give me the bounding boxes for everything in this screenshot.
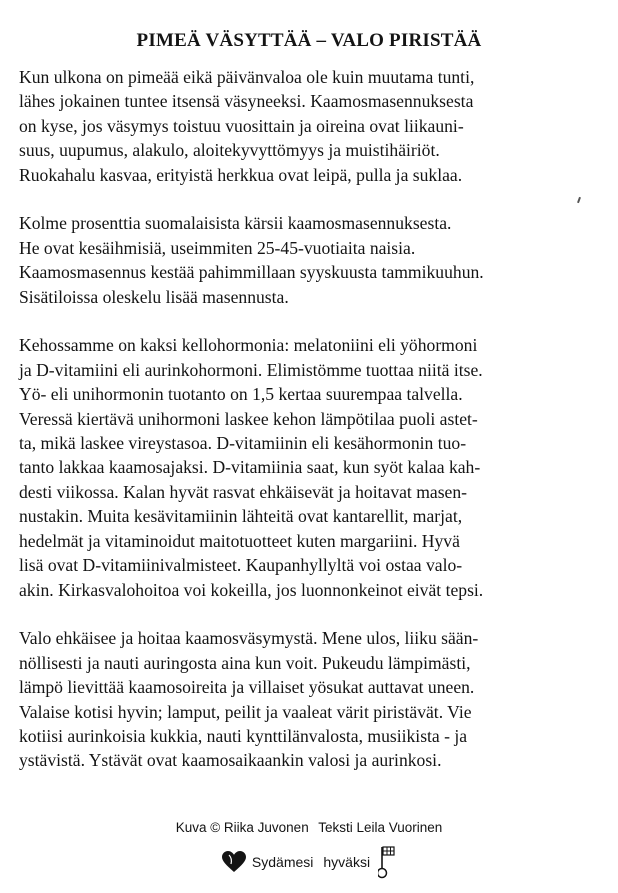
- text-line: akin. Kirkasvalohoitoa voi kokeilla, jos luonnonkeinot eivät tepsi.: [19, 579, 484, 600]
- text-line: He ovat kesäihmisiä, useimmiten 25-45-vuotiaita naisia.: [19, 237, 416, 258]
- brand-word-1: Sydämesi: [251, 854, 314, 870]
- text-line: suus, uupumus, alakulo, aloitekyvyttömyys ja muistihäiriöt.: [19, 140, 440, 161]
- text-line: nustakin. Muita kesävitamiinin lähteitä ovat kantarellit, marjat,: [19, 506, 463, 527]
- text-line: Valaise kotisi hyvin; lamput, peilit ja vaaleat värit piristävät. Vie: [19, 701, 472, 722]
- paragraph: [19, 333, 614, 601]
- paragraph: [19, 211, 614, 309]
- text-line: Sisätiloissa oleskelu lisää masennusta.: [19, 286, 289, 307]
- article-body: [19, 65, 614, 797]
- credits-line: [0, 820, 618, 835]
- text-line: Yö- eli unihormonin tuotanto on 1,5 kertaa suurempaa talvella.: [19, 384, 463, 405]
- text-line: Kaamosmasennus kestää pahimmillaan syyskuusta tammikuuhun.: [19, 262, 484, 283]
- text-line: Veressä kiertävä unihormoni laskee kehon lämpötilaa puoli astet-: [19, 408, 478, 429]
- text-line: lähes jokainen tuntee itsensä väsyneeksi. Kaamosmasennuksesta: [19, 91, 474, 112]
- text-line: ta, mikä laskee vireystasoa. D-vitamiinin eli kesähormonin tuo-: [19, 433, 467, 454]
- text-line: ja D-vitamiini eli aurinkohormoni. Elimistömme tuottaa niitä itse.: [19, 359, 483, 380]
- text-line: Kun ulkona on pimeää eikä päivänvaloa ole kuin muutama tunti,: [19, 67, 475, 87]
- photo-credit: Kuva © Riika Juvonen: [175, 820, 309, 835]
- paragraph: [19, 626, 614, 772]
- heart-icon: [222, 851, 246, 873]
- paragraph: [19, 65, 614, 187]
- text-line: Kehossamme on kaksi kellohormonia: melatoniini eli yöhormoni: [19, 335, 478, 356]
- text-line: hedelmät ja vitaminoidut maitotuotteet kuten margariini. Hyvä: [19, 530, 460, 551]
- text-line: Valo ehkäisee ja hoitaa kaamosväsymystä. Mene ulos, liiku sään-: [19, 628, 479, 649]
- text-line: tanto lakkaa kaamosajaksi. D-vitamiinia saat, kun syöt kalaa kah-: [19, 457, 481, 478]
- brand-logo: [0, 845, 618, 879]
- text-line: ystävistä. Ystävät ovat kaamosaikaankin valosi ja aurinkosi.: [19, 750, 442, 771]
- text-line: lämpö lievittää kaamosoireita ja villaiset yösukat auttavat uneen.: [19, 677, 475, 698]
- text-line: nöllisesti ja nauti auringosta aina kun voit. Pukeudu lämpimästi,: [19, 652, 471, 673]
- text-line: kotiisi aurinkoisia kukkia, nauti kynttilänvalosta, musiikista - ja: [19, 725, 468, 746]
- text-line: on kyse, jos väsymys toistuu vuosittain ja oireina ovat liikauni-: [19, 115, 464, 136]
- text-line: Ruokahalu kasvaa, erityistä herkkua ovat leipä, pulla ja suklaa.: [19, 164, 463, 185]
- key-flag-icon: [378, 845, 396, 879]
- text-line: desti viikossa. Kalan hyvät rasvat ehkäisevät ja hoitavat masen-: [19, 481, 468, 502]
- text-credit: Teksti Leila Vuorinen: [318, 820, 443, 835]
- page-title: PIMEÄ VÄSYTTÄÄ – VALO PIRISTÄÄ: [136, 30, 482, 51]
- text-line: Kolme prosenttia suomalaisista kärsii kaamosmasennuksesta.: [19, 213, 452, 234]
- brand-word-2: hyväksi: [323, 854, 371, 870]
- text-line: lisä ovat D-vitamiinivalmisteet. Kaupanhyllyltä voi ostaa valo-: [19, 555, 463, 576]
